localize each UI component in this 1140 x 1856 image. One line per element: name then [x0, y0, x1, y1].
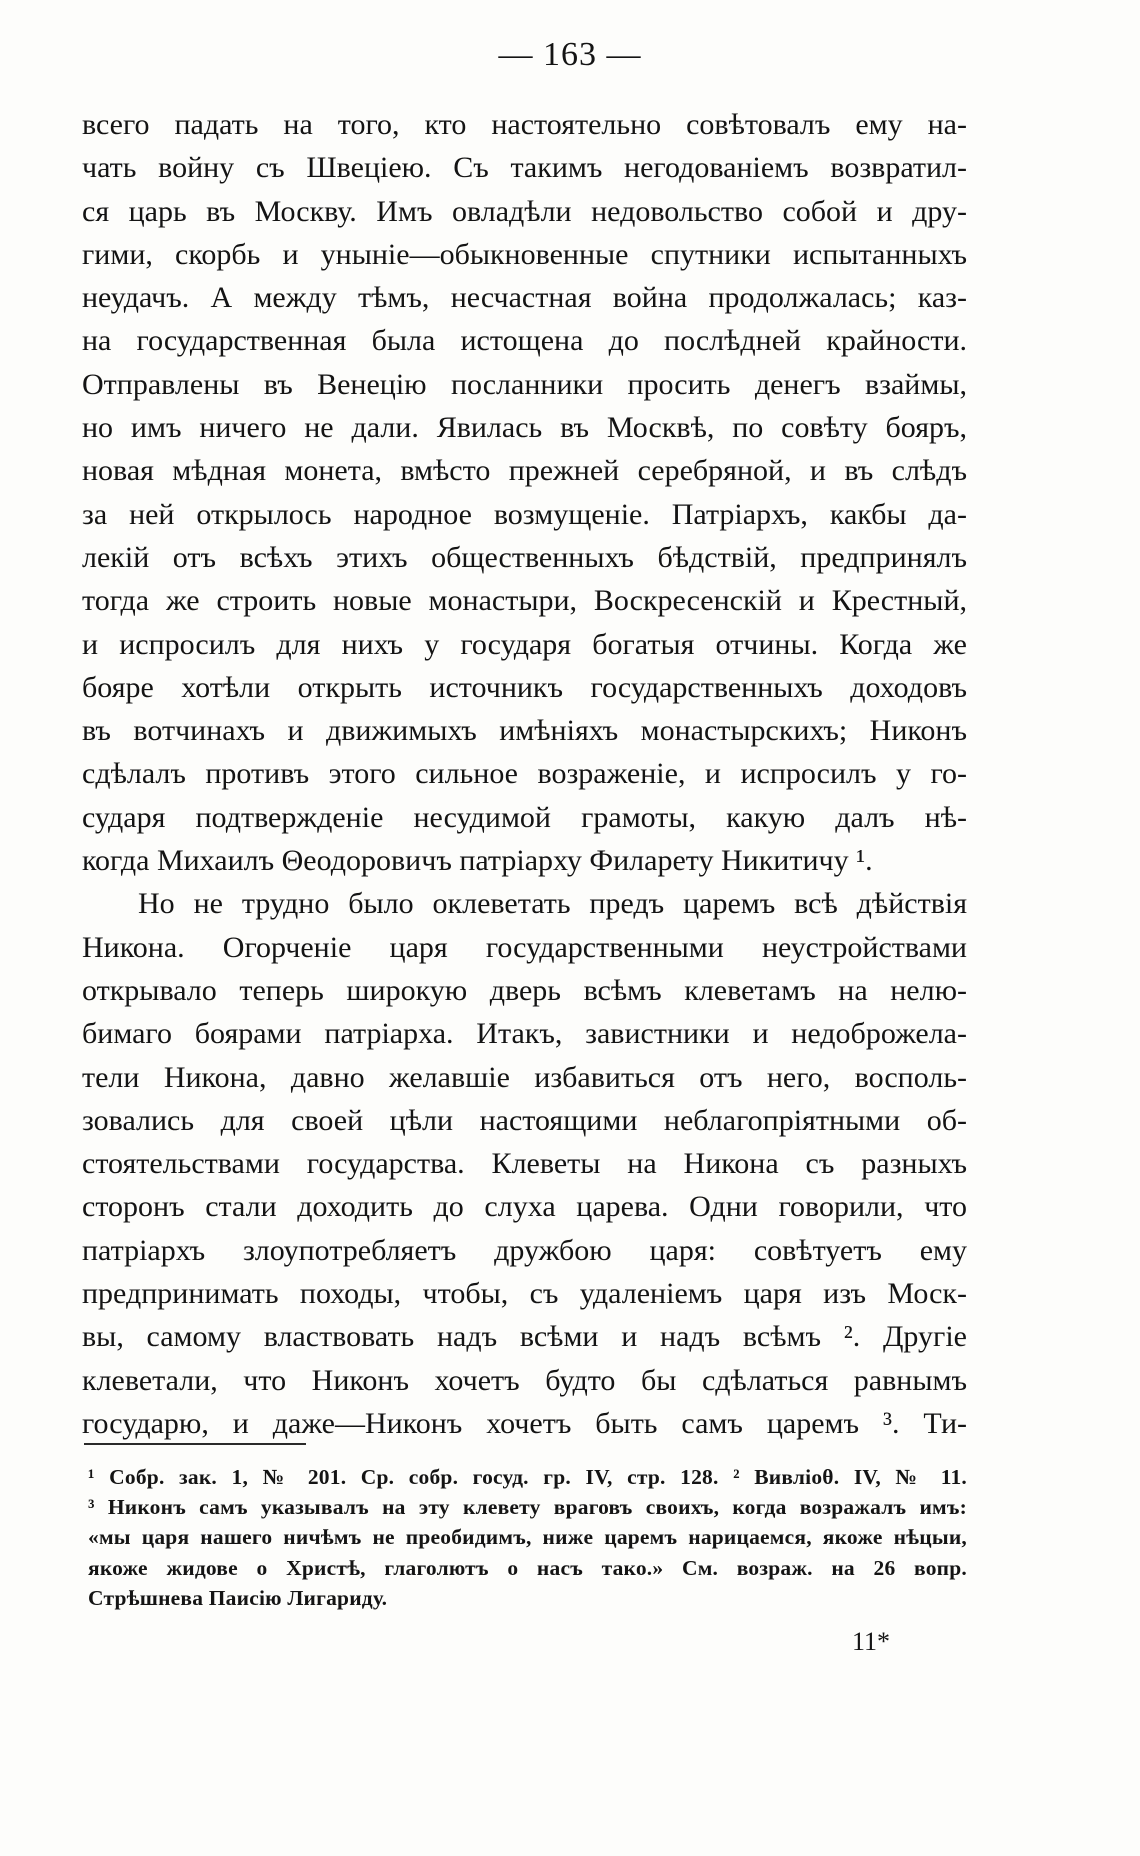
text-line: неудачъ. А между тѣмъ, несчастная война продолжалась; каз- — [82, 281, 967, 315]
text-line: государю, и даже—Никонъ хочетъ быть самъ царемъ ³. Ти- — [82, 1406, 967, 1440]
text-line: но имъ ничего не дали. Явилась въ Москвѣ, по совѣту бояръ, — [82, 411, 967, 445]
text-line: вы, самому властвовать надъ всѣми и надъ всѣмъ ². Другіе — [82, 1320, 967, 1354]
text-line: новая мѣдная монета, вмѣсто прежней серебряной, и въ слѣдъ — [82, 454, 967, 488]
text-line: тели Никона, давно желавшіе избавиться отъ него, восполь- — [82, 1060, 967, 1094]
text-line: стоятельствами государства. Клеветы на Никона съ разныхъ — [82, 1147, 967, 1181]
text-line: тогда же строить новые монастыри, Воскресенскій и Крестный, — [82, 584, 967, 618]
text-line: когда Михаилъ Θеодоровичъ патріарху Филарету Никитичу ¹. — [82, 844, 873, 878]
text-line: гими, скорбь и уныніе—обыкновенные спутники испытанныхъ — [82, 237, 967, 271]
body-text — [82, 103, 967, 1445]
text-line: клеветали, что Никонъ хочетъ будто бы сдѣлаться равнымъ — [82, 1363, 967, 1397]
text-line: и испросилъ для нихъ у государя богатыя отчины. Когда же — [82, 627, 967, 661]
text-line: Отправлены въ Венецію посланники просить денегъ взаймы, — [82, 367, 967, 401]
text-line: всего падать на того, кто настоятельно совѣтовалъ ему на- — [82, 108, 967, 141]
text-line: въ вотчинахъ и движимыхъ имѣніяхъ монастырскихъ; Никонъ — [82, 714, 967, 748]
footnote-line: Стрѣшнева Паисію Лигариду. — [88, 1585, 388, 1610]
text-line: Никона. Огорченіе царя государственными неустройствами — [82, 930, 967, 964]
text-line: Но не трудно было оклеветать предъ царемъ всѣ дѣйствія — [138, 887, 967, 921]
text-line: сторонъ стали доходить до слуха царева. Одни говорили, что — [82, 1190, 967, 1224]
text-line: чать войну съ Швеціею. Съ такимъ негодованіемъ возвратил- — [82, 151, 967, 185]
text-line: патріархъ злоупотребляетъ дружбою царя: совѣтуетъ ему — [82, 1233, 967, 1267]
text-line: за ней открылось народное возмущеніе. Патріархъ, какбы да- — [82, 497, 967, 531]
text-line: открывало теперь широкую дверь всѣмъ клеветамъ на нелю- — [82, 973, 967, 1007]
text-line: лекій отъ всѣхъ этихъ общественныхъ бѣдствій, предпринялъ — [82, 540, 967, 574]
footnote-line: ¹ Собр. зак. 1, № 201. Ср. собр. госуд. гр. IV, стр. 128. ² Вивліоθ. IV, № 11. — [88, 1465, 967, 1489]
footnote-line: якоже жидове о Христѣ, глаголютъ о насъ тако.» См. возраж. на 26 вопр. — [88, 1555, 967, 1580]
text-line: предпринимать походы, чтобы, съ удаленіемъ царя изъ Моск- — [82, 1277, 967, 1311]
text-line: сдѣлалъ противъ этого сильное возраженіе, и испросилъ у го- — [82, 757, 967, 791]
text-line: бимаго боярами патріарха. Итакъ, завистники и недоброжела- — [82, 1017, 967, 1051]
text-line: ся царь въ Москву. Имъ овладѣли недовольство собой и дру- — [82, 194, 967, 228]
printer-signature-mark: 11* — [852, 1627, 891, 1656]
text-line: бояре хотѣли открыть источникъ государственныхъ доходовъ — [82, 670, 967, 704]
footnote-line: «мы царя нашего ничѣмъ не преобидимъ, нижe царемъ нарицаемся, якоже нѣцыи, — [88, 1525, 967, 1550]
footnote-line: ³ Никонъ самъ указывалъ на эту клевету враговъ своихъ, когда возражалъ имъ: — [88, 1495, 967, 1520]
text-line: сударя подтвержденіе несудимой грамоты, какую далъ нѣ- — [82, 800, 967, 834]
footnote-divider — [84, 1443, 306, 1445]
footnotes — [88, 1462, 967, 1613]
text-line: зовались для своей цѣли настоящими неблагопріятными об- — [82, 1103, 967, 1137]
text-line: на государственная была истощена до послѣдней крайности. — [82, 324, 967, 358]
page-number: — 163 — — [498, 36, 642, 73]
